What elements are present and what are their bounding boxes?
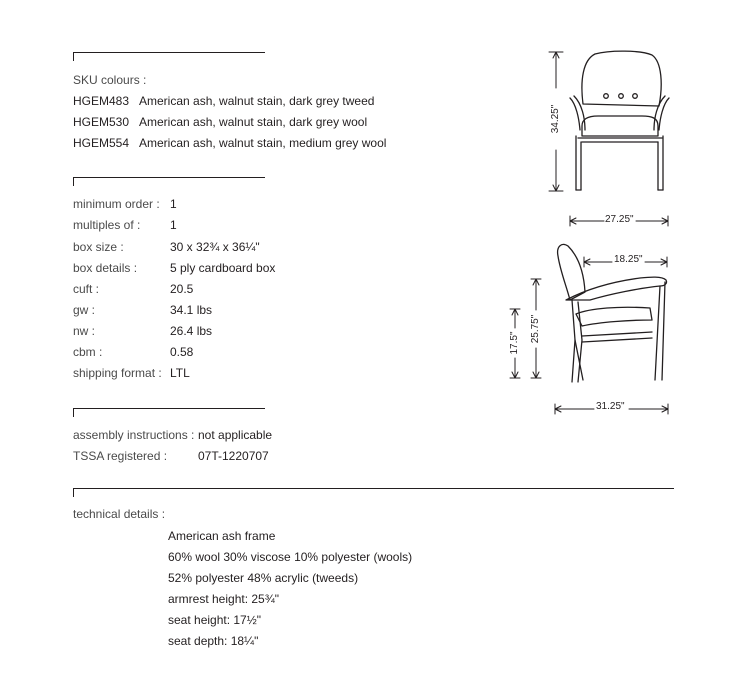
chair-side-view-illustration bbox=[558, 244, 667, 382]
spec-label: multiples of : bbox=[73, 218, 141, 232]
spec-value: 20.5 bbox=[170, 282, 194, 296]
side-seat-depth-dimension: 18.25" bbox=[614, 254, 643, 265]
front-width-dimension: 27.25" bbox=[605, 214, 634, 225]
spec-value: 1 bbox=[170, 197, 177, 211]
spec-label: minimum order : bbox=[73, 197, 160, 211]
sku-code: HGEM483 bbox=[73, 94, 130, 108]
technical-item: American ash frame bbox=[168, 529, 276, 543]
spec-label: box details : bbox=[73, 261, 138, 275]
spec-label: nw : bbox=[73, 324, 96, 338]
technical-item: 52% polyester 48% acrylic (tweeds) bbox=[168, 571, 359, 585]
spec-value: 26.4 lbs bbox=[170, 324, 213, 338]
assembly-label: assembly instructions : bbox=[73, 428, 195, 442]
spec-label: cuft : bbox=[73, 282, 100, 296]
front-height-dimension: 34.25" bbox=[550, 104, 561, 134]
technical-heading: technical details : bbox=[73, 507, 166, 521]
technical-item: seat depth: 18¼" bbox=[168, 634, 259, 648]
chair-front-view-illustration bbox=[570, 51, 669, 190]
spec-label: box size : bbox=[73, 240, 124, 254]
side-arm-height-dimension: 25.75" bbox=[530, 314, 541, 344]
tssa-value: 07T-1220707 bbox=[198, 449, 269, 463]
sku-code: HGEM554 bbox=[73, 136, 130, 150]
technical-item: armrest height: 25¾" bbox=[168, 592, 279, 606]
technical-item: 60% wool 30% viscose 10% polyester (wools) bbox=[168, 550, 413, 564]
side-seat-height-dimension: 17.5" bbox=[509, 331, 520, 355]
spec-label: cbm : bbox=[73, 345, 103, 359]
spec-label: shipping format : bbox=[73, 366, 162, 380]
side-depth-dimension: 31.25" bbox=[596, 401, 625, 412]
dimension-lines bbox=[510, 52, 668, 414]
sku-description: American ash, walnut stain, dark grey tweed bbox=[139, 94, 375, 108]
spec-value: 5 ply cardboard box bbox=[170, 261, 276, 275]
spec-value: 1 bbox=[170, 218, 177, 232]
spec-label: gw : bbox=[73, 303, 96, 317]
sku-description: American ash, walnut stain, dark grey wool bbox=[139, 115, 368, 129]
spec-value: LTL bbox=[170, 366, 190, 380]
assembly-value: not applicable bbox=[198, 428, 273, 442]
spec-value: 30 x 32¾ x 36¼" bbox=[170, 240, 260, 254]
spec-value: 0.58 bbox=[170, 345, 194, 359]
tssa-label: TSSA registered : bbox=[73, 449, 168, 463]
spec-value: 34.1 lbs bbox=[170, 303, 213, 317]
sku-code: HGEM530 bbox=[73, 115, 130, 129]
sku-heading: SKU colours : bbox=[73, 73, 147, 87]
technical-item: seat height: 17½" bbox=[168, 613, 261, 627]
sku-description: American ash, walnut stain, medium grey wool bbox=[139, 136, 387, 150]
